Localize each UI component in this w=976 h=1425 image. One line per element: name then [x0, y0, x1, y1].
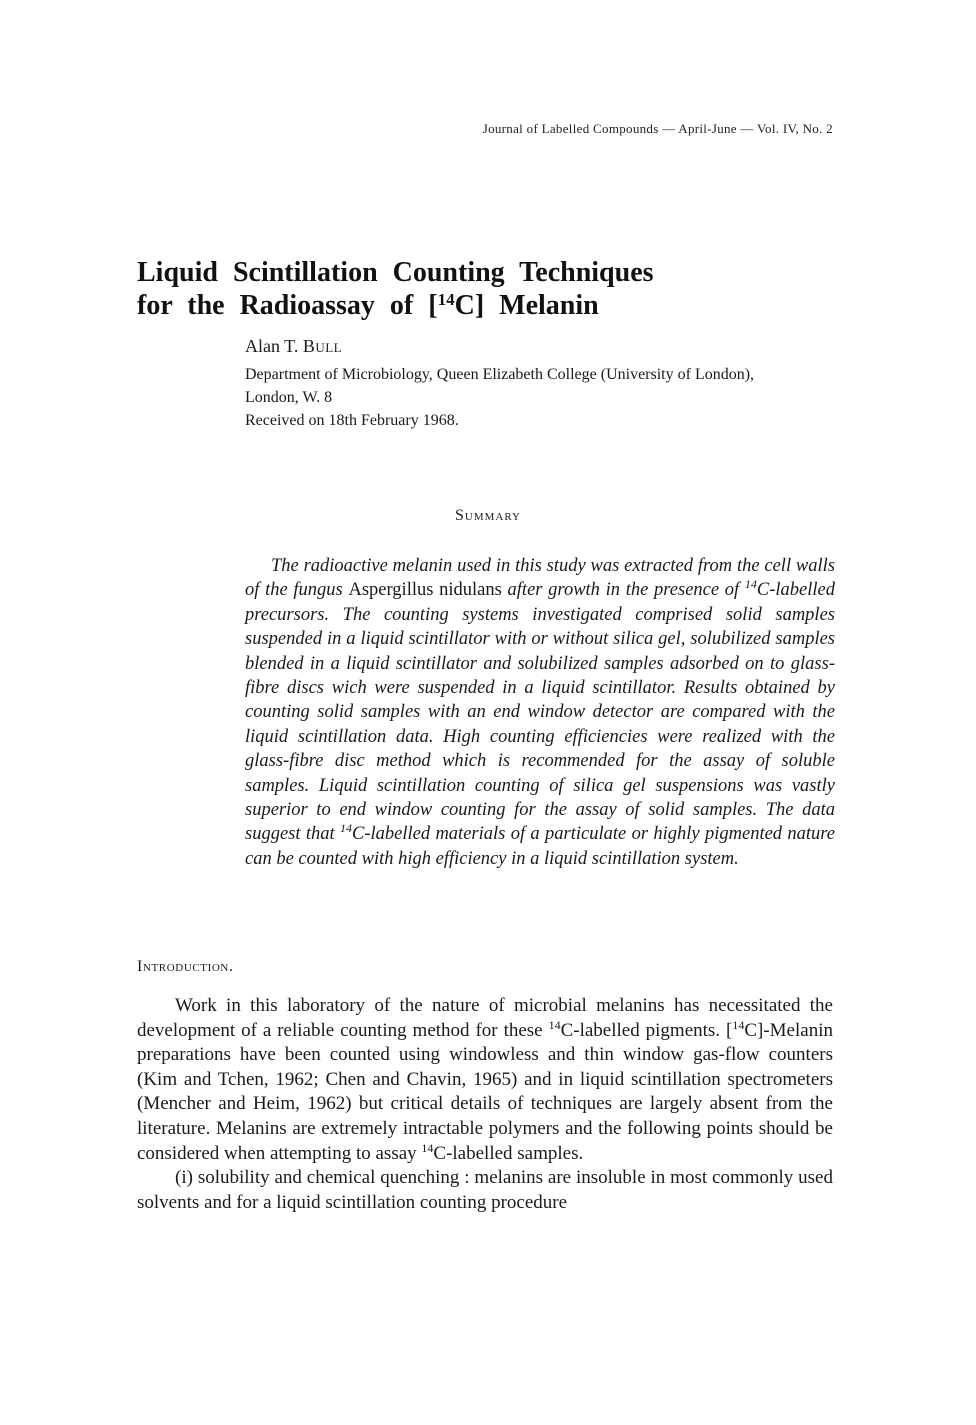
intro-paragraph-2: (i) solubility and chemical quenching : melanins are insoluble in most commonly used solvents and for a liquid scintillation counting procedure	[137, 1167, 833, 1213]
isotope-superscript: 14	[548, 1017, 561, 1032]
intro-text-3: C]-Melanin preparations have been counted using windowless and thin window gas-flow counters (Kim and Tchen, 1962; Chen and Chavin, 1965) and in liquid scintillation spectrometers (Mencher and Heim, 1962) but critical details of techniques are largely absent from the literature. Melanins are extremely intractable polymers and the following points should be considered when attempting to assay	[137, 1019, 833, 1164]
isotope-superscript: 14	[421, 1140, 434, 1155]
author-name	[245, 333, 845, 359]
isotope-superscript: 14	[340, 821, 352, 836]
running-head: Journal of Labelled Compounds — April-June — Vol. IV, No. 2	[482, 121, 833, 136]
affiliation-line-1: Department of Microbiology, Queen Elizabeth College (University of London),	[245, 366, 755, 383]
author-given-name: Alan T.	[245, 336, 303, 356]
abstract-text-2: after growth in the presence of	[501, 580, 745, 601]
intro-text-2: C-labelled pigments. [	[560, 1019, 733, 1041]
abstract-text-1: The radioactive melanin used in this study was extracted from the cell walls of the fungus	[245, 556, 835, 601]
received-date: Received on 18th February 1968.	[245, 412, 459, 429]
isotope-superscript: 14	[744, 577, 757, 592]
abstract-text-3: C-labelled precursors. The counting systems investigated comprised solid samples suspended in a liquid scintillator with or without silica gel, solubilized samples blended in a liquid scintillator and solubilized samples adsorbed on to glass-fibre discs wich were suspended in a liquid scintillator. Results obtained by counting solid samples with an end window detector are compared with the liquid scintillation data. High counting efficiencies were realized with the glass-fibre disc method which is recommended for the assay of soluble samples. Liquid scintillation counting of silica gel suspensions was vastly superior to end window counting for the assay of solid samples. The data suggest that	[245, 580, 835, 845]
article-title	[137, 256, 837, 322]
intro-paragraph-1	[137, 994, 833, 1166]
summary-abstract	[245, 554, 835, 871]
intro-text-1: Work in this laboratory of the nature of microbial melanins has necessitated the development of a reliable counting method for these	[137, 995, 833, 1041]
title-line-2-start: for the Radioassay of [	[137, 290, 438, 321]
author-surname: Bull	[302, 336, 343, 356]
affiliation-line-2: London, W. 8	[245, 389, 333, 406]
intro-text-4: C-labelled samples.	[433, 1142, 584, 1164]
author-block	[245, 333, 845, 432]
organism-name: Aspergillus nidulans	[348, 580, 502, 601]
title-line-2-end: C] Melanin	[454, 290, 599, 321]
title-isotope-superscript: 14	[437, 290, 455, 309]
introduction-body	[137, 994, 833, 1215]
title-line-2	[137, 289, 837, 322]
title-line-1: Liquid Scintillation Counting Techniques	[137, 257, 654, 288]
introduction-heading: Introduction.	[137, 958, 234, 975]
isotope-superscript: 14	[732, 1017, 745, 1032]
abstract-text-4: C-labelled materials of a particulate or highly pigmented nature can be counted with high efficiency in a liquid scintillation system.	[245, 824, 836, 869]
summary-heading: Summary	[454, 507, 522, 524]
